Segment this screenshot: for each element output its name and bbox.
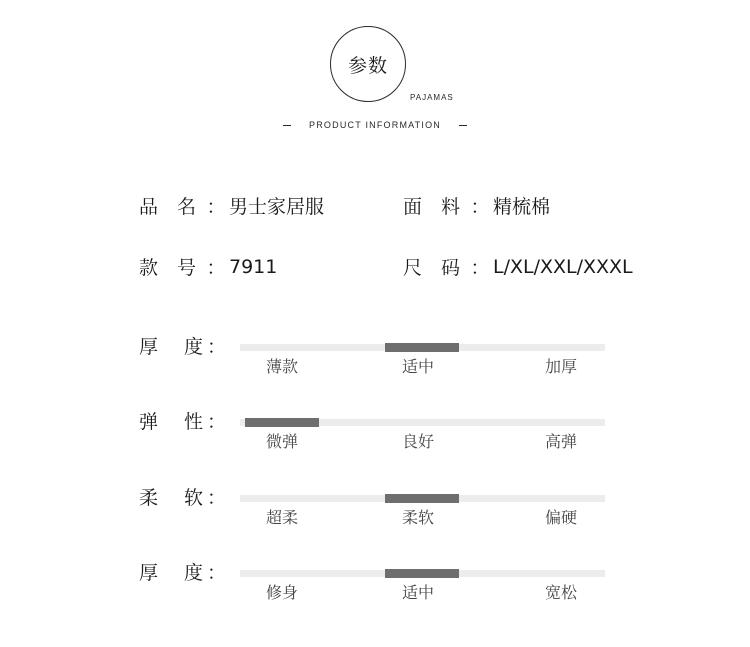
scale-indicator [385,569,459,578]
badge-text: 参数 [347,54,388,77]
scale-indicator [245,418,319,427]
spec-fabric-colon: ： [470,196,490,218]
scale-label [139,332,203,359]
spec-size-colon: ： [470,257,490,279]
scale-option: 薄款 [265,357,298,376]
scale-option: 微弹 [265,432,298,451]
spec-name-colon: ： [206,196,226,218]
spec-style-colon: ： [206,257,226,279]
scale-label-row-0 [139,332,226,359]
section-title: PRODUCT INFORMATION [309,120,441,130]
spec-size-label-text: 尺 码 [403,257,461,279]
spec-name-label-text: 品 名 [139,196,197,218]
scale-colon: ： [207,562,227,584]
dash-right [459,125,467,126]
scale-option: 超柔 [265,508,298,527]
spec-name-value: 男士家居服 [229,196,325,218]
scale-colon: ： [207,336,227,358]
scale-label-char: 软 [183,487,203,509]
spec-fabric-label-text: 面 料 [403,196,461,218]
scale-label-row-3 [139,558,226,585]
scale-indicator [385,494,459,503]
spec-size-value: L/XL/XXL/XXXL [493,255,633,278]
scale-label-char: 柔 [139,487,159,509]
scale-option: 修身 [265,583,298,602]
scale-colon: ： [207,487,227,509]
scale-label [139,558,203,585]
scale-option: 高弹 [544,432,577,451]
scale-label-row-1 [139,407,226,434]
scale-colon: ： [207,411,227,433]
spec-style [139,253,277,280]
params-badge [330,26,406,102]
scale-option: 宽松 [544,583,577,602]
section-title-row [0,120,750,130]
spec-fabric-label [403,192,467,219]
dash-left [283,125,291,126]
spec-name [139,192,324,219]
scale-option: 加厚 [544,357,577,376]
scale-option: 柔软 [401,508,434,527]
scale-label-char: 厚 [139,336,159,358]
spec-style-label-text: 款 号 [139,257,197,279]
scale-track [240,570,605,577]
scale-option: 适中 [401,583,434,602]
spec-fabric-value: 精梳棉 [493,196,551,218]
scale-track [240,495,605,502]
spec-size-label [403,253,467,280]
scale-track [240,419,605,426]
scale-track [240,344,605,351]
scale-label-char: 度 [183,336,203,358]
scale-option: 适中 [401,357,434,376]
scale-label-char: 弹 [139,411,159,433]
scale-label-char: 度 [183,562,203,584]
spec-style-value: 7911 [229,255,278,278]
spec-name-label [139,192,203,219]
scale-label-row-2 [139,483,226,510]
spec-fabric [403,192,550,219]
scale-label-char: 厚 [139,562,159,584]
scale-option: 良好 [401,432,434,451]
spec-size [403,253,633,280]
scale-label [139,483,203,510]
scale-option: 偏硬 [544,508,577,527]
scale-indicator [385,343,459,352]
spec-style-label [139,253,203,280]
badge-subtitle: PAJAMAS [410,93,454,102]
scale-label [139,407,203,434]
scale-label-char: 性 [183,411,203,433]
